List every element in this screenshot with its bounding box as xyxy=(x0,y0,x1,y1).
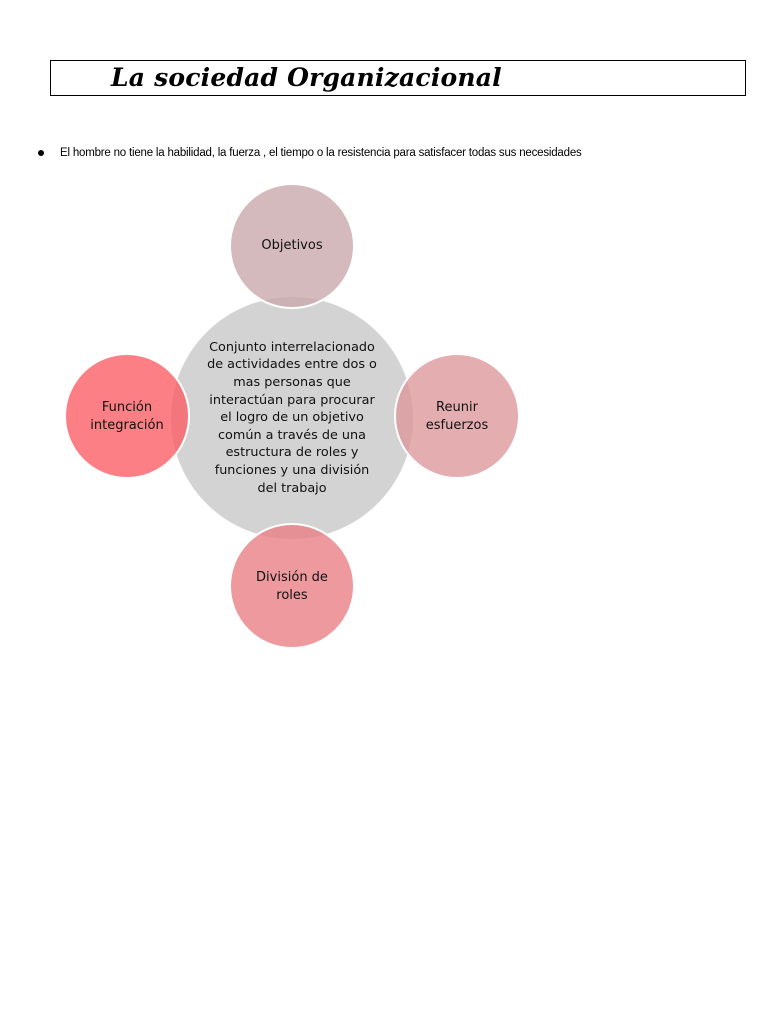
division-roles-label: División de roles xyxy=(256,570,328,603)
center-circle-label: Conjunto interrelacionado de actividades entre dos o mas personas que interactúan para procurar el logro de un objetivo común a través de una estructura de roles y funciones y una división del trabajo xyxy=(207,339,377,496)
funcion-integracion-label: Función integración xyxy=(90,400,164,433)
objetivos-label: Objetivos xyxy=(261,238,323,253)
reunir-esfuerzos-label: Reunir esfuerzos xyxy=(425,400,489,433)
page-title: La sociedad Organizacional xyxy=(111,63,502,92)
bullet-text: El hombre no tiene la habilidad, la fuerza , el tiempo o la resistencia para satisfacer todas sus necesidades xyxy=(60,147,582,159)
